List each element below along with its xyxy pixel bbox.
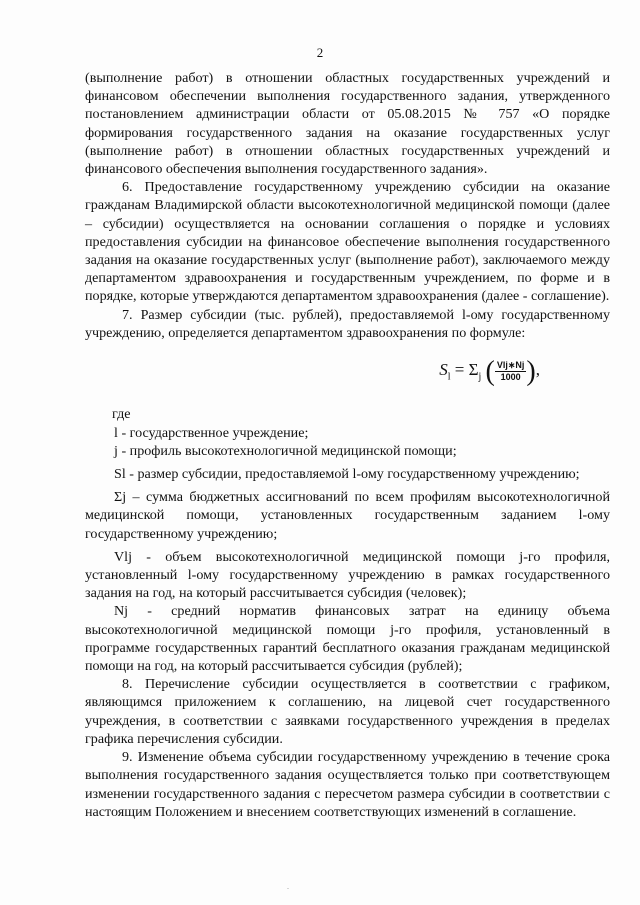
document-body [85, 69, 610, 821]
formula-trailing-comma: , [535, 360, 540, 380]
paragraph-9: 9. Изменение объема субсидии государственному учреждению в течение срока выполнения государственного задания осуществляется только при соответствующем изменении государственного задания с пересчетом размера субсидии в соответствии с настоящим Положением и внесением соответствующих изменений в соглашение. [85, 749, 610, 820]
definition-item: Sl - размер субсидии, предоставляемой l-ому государственному учреждению; [114, 466, 580, 483]
page-number: 2 [316, 45, 324, 60]
formula-lhs: S [439, 360, 448, 380]
intro-paragraph: (выполнение работ) в отношении областных государственных учреждений и финансовом обеспечении выполнения государственного задания, утвержденного постановлением администрации области от 05.08.2015 № 757 «О порядке формирования государственного задания на оказание государственных услуг (выполнение работ) в отношении областных государственных учреждений и финансового обеспечения выполнения государственного задания». [85, 70, 610, 178]
definition-item: Vlj - объем высокотехнологичной медицинской помощи j-го профиля, установленный l-ому государственному учреждению в рамках государственного задания на год, на который рассчитывается субсидия (человек); [85, 548, 610, 602]
formula-open-paren: ( [485, 355, 495, 387]
formula-fraction [495, 360, 527, 383]
paragraph-6: 6. Предоставление государственному учреждению субсидии на оказание гражданам Владимирской области высокотехнологичной медицинской помощи (далее – субсидии) осуществляется на основании соглашения о порядке и условиях предоставления субсидии на финансовое обеспечение выполнения государственного задания на оказание государственных услуг (выполнение работ), заключаемого между департаментом здравоохранения и государственным учреждением, по форме и в порядке, которые утверждаются департаментом здравоохранения (далее - соглашение). [85, 179, 610, 305]
formula-fraction-group [486, 357, 536, 386]
definition-item: Σj – сумма бюджетных ассигнований по всем профилям высокотехнологичной медицинской помощи, установленных государственным заданием l-ому государственному учреждению; [85, 489, 610, 542]
definition-item: j - профиль высокотехнологичной медицинской помощи; [114, 442, 457, 459]
scan-speck: . [287, 882, 289, 891]
formula-lhs-subscript: l [447, 371, 451, 383]
formula-sum-subscript: j [478, 371, 482, 383]
formula-sum-sign: Σ [468, 360, 479, 380]
definition-item: l - государственное учреждение; [114, 424, 309, 441]
formula-numerator: Vlj∗Nj [496, 360, 525, 371]
formula-close-paren: ) [526, 355, 536, 387]
formula-denominator: 1000 [500, 372, 521, 383]
subsidy-formula [85, 356, 610, 391]
paragraph-8: 8. Перечисление субсидии осуществляется в соответствии с графиком, являющимся приложением к соглашению, на лицевой счет государственного учреждения, в соответствии с заявками государственного учреждения в пределах графика перечисления субсидии. [85, 676, 610, 747]
paragraph-7: 7. Размер субсидии (тыс. рублей), предоставляемой l-ому государственному учреждению, определяется департаментом здравоохранения по формуле: [85, 306, 610, 341]
definition-item: Nj - средний норматив финансовых затрат на единицу объема высокотехнологичной медицинской помощи j-го профиля, установленный в программе государственных гарантий бесплатного оказания гражданам медицинской помощи на год, на который рассчитывается субсидия (рублей); [85, 603, 610, 675]
where-label: где [112, 406, 131, 423]
formula-equals: = [450, 360, 469, 380]
